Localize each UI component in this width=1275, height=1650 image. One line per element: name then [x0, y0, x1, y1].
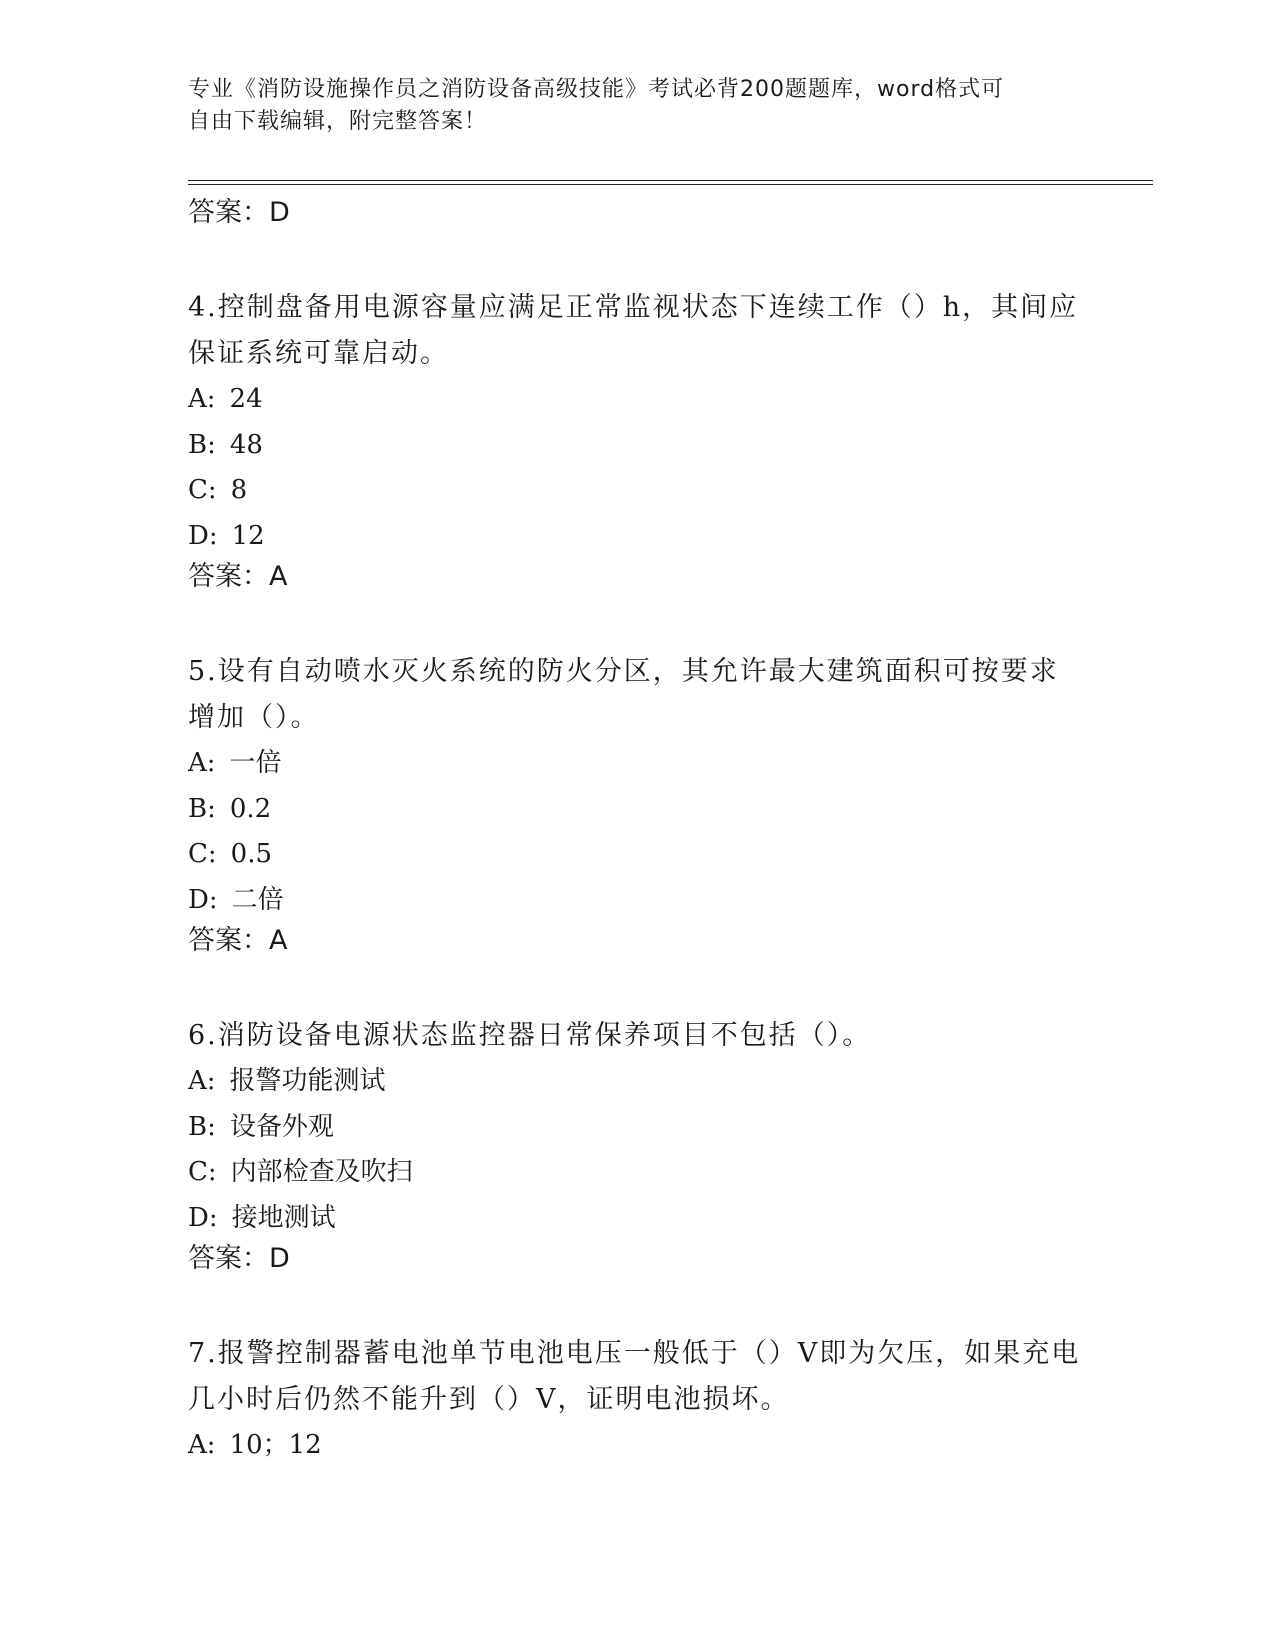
option-label: A: [188, 1066, 216, 1096]
spacer [188, 958, 1088, 1013]
question-stem: 4.控制盘备用电源容量应满足正常监视状态下连续工作（）h，其间应 [188, 292, 1079, 323]
question-block [188, 649, 1088, 958]
option-a [188, 1059, 1088, 1105]
option-text: 48 [229, 429, 263, 460]
document-header [188, 74, 1088, 138]
option-c [188, 832, 1088, 878]
option-text: 报警功能测试 [229, 1066, 386, 1096]
option-label: D: [188, 1202, 218, 1233]
option-text: 二倍 [231, 884, 284, 915]
option-d [188, 878, 1088, 924]
option-label: A: [188, 1430, 216, 1460]
question-stem-cont: 几小时后仍然不能升到（）V，证明电池损坏。 [188, 1384, 790, 1415]
option-b [188, 423, 1088, 469]
option-text: 8 [230, 475, 248, 505]
question-block [188, 1013, 1088, 1276]
option-text: 24 [229, 384, 263, 414]
option-a [188, 377, 1088, 423]
question-stem-cont: 保证系统可靠启动。 [188, 338, 449, 369]
question-stem-cont: 增加（）。 [188, 702, 320, 733]
answer-line: 答案：A [188, 925, 288, 956]
option-a [188, 1423, 1088, 1469]
option-label: A: [188, 384, 216, 414]
option-label: C: [188, 839, 217, 869]
option-d [188, 514, 1088, 560]
spacer [188, 1276, 1088, 1331]
option-a [188, 741, 1088, 787]
answer-line: 答案：D [188, 197, 290, 228]
question-stem: 6.消防设备电源状态监控器日常保养项目不包括（）。 [188, 1020, 872, 1051]
option-label: D: [188, 520, 218, 551]
option-text: 一倍 [229, 748, 282, 778]
header-divider-bottom [188, 184, 1153, 185]
option-label: B: [188, 793, 216, 824]
option-c [188, 468, 1088, 514]
option-text: 12 [231, 520, 265, 551]
header-divider-top [188, 180, 1153, 181]
question-block [188, 1331, 1088, 1469]
option-label: C: [188, 1157, 217, 1187]
option-label: B: [188, 429, 216, 460]
option-text: 内部检查及吹扫 [230, 1157, 413, 1187]
option-d [188, 1196, 1088, 1242]
spacer [188, 230, 1088, 285]
question-list [188, 195, 1088, 1469]
answer-line: 答案：D [188, 1243, 290, 1274]
question-stem: 7.报警控制器蓄电池单节电池电压一般低于（）V即为欠压，如果充电 [188, 1338, 1081, 1369]
option-text: 0.5 [230, 839, 273, 869]
option-c [188, 1150, 1088, 1196]
option-text: 0.2 [229, 793, 272, 824]
option-label: B: [188, 1111, 216, 1142]
spacer [188, 594, 1088, 649]
option-label: D: [188, 884, 218, 915]
answer-line: 答案：A [188, 561, 288, 592]
question-stem: 5.设有自动喷水灭火系统的防火分区，其允许最大建筑面积可按要求 [188, 656, 1059, 687]
option-text: 接地测试 [231, 1202, 336, 1233]
option-label: A: [188, 748, 216, 778]
option-text: 设备外观 [229, 1111, 334, 1142]
option-b [188, 787, 1088, 833]
option-b [188, 1105, 1088, 1151]
header-line-2: 自由下载编辑，附完整答案！ [188, 109, 488, 134]
option-label: C: [188, 475, 217, 505]
option-text: 10；12 [229, 1430, 322, 1460]
question-block [188, 285, 1088, 594]
header-line-1: 专业《消防设施操作员之消防设备高级技能》考试必背200题题库，word格式可 [188, 77, 1005, 102]
